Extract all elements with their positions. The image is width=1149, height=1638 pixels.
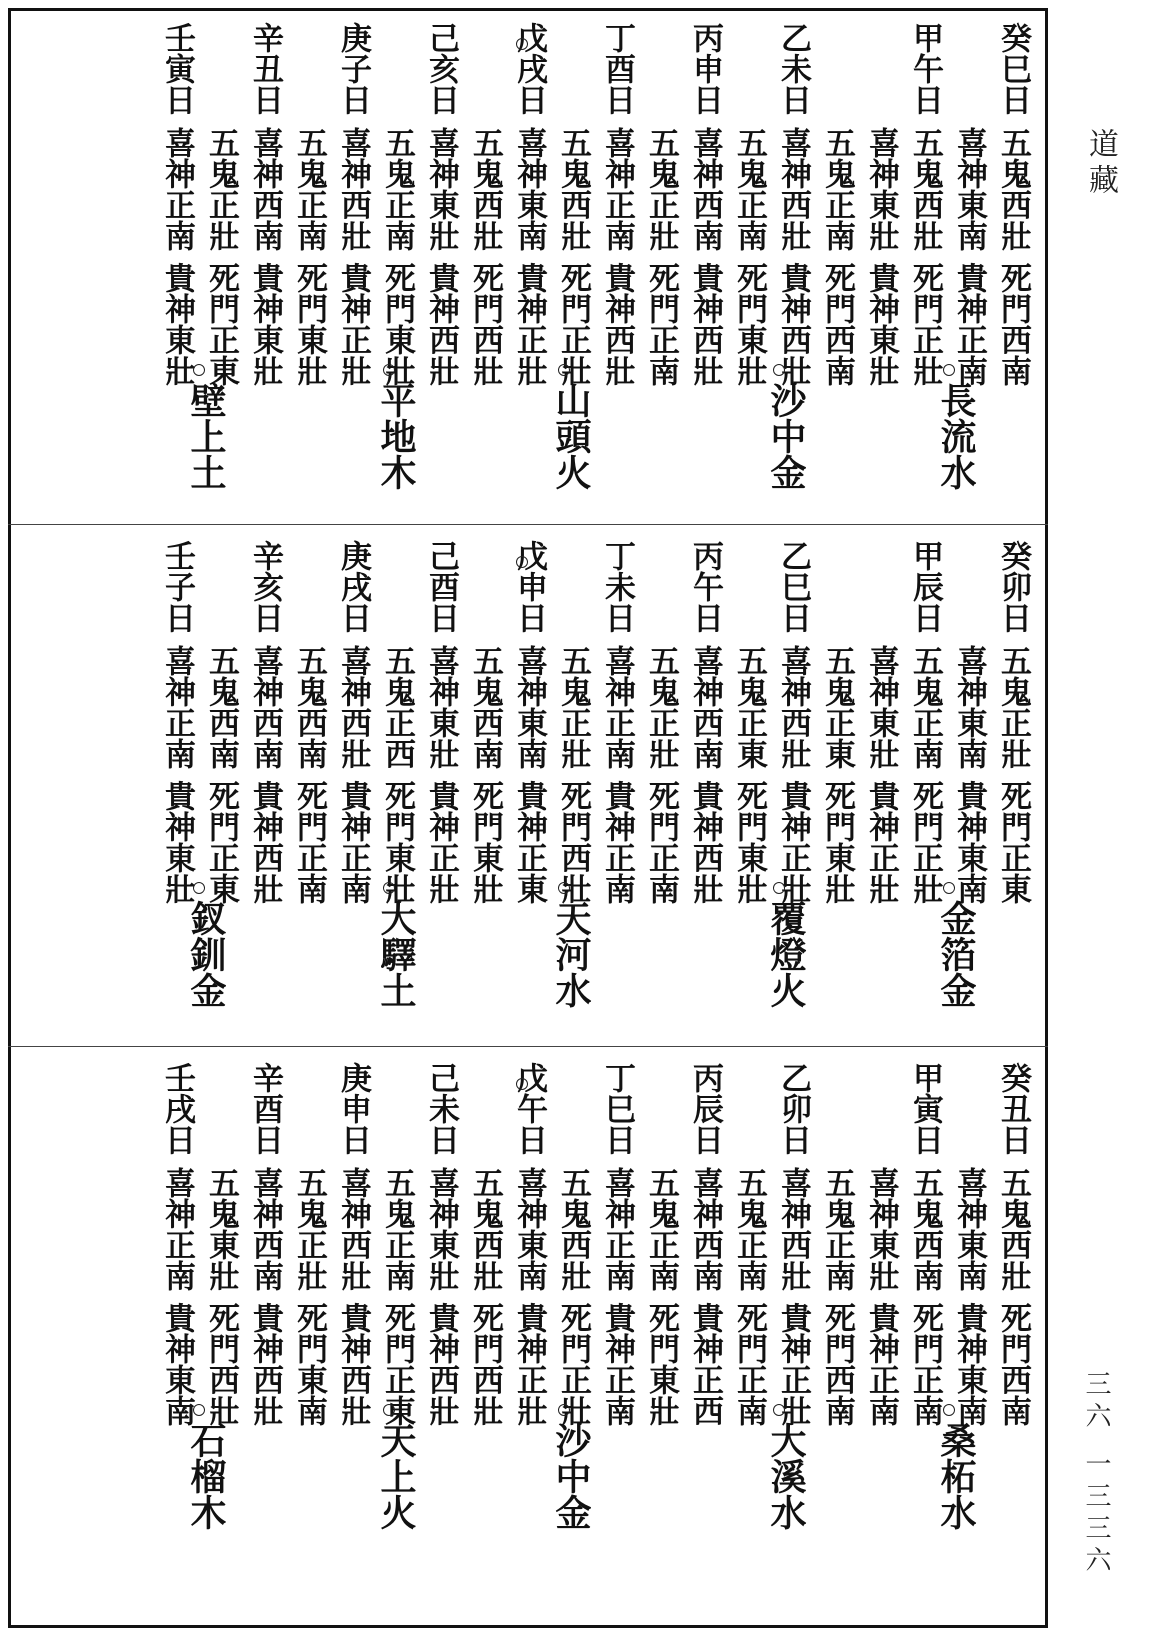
- direction-line-2: 貴神正壯: [775, 780, 811, 904]
- direction-line-2: 貴神西壯: [687, 780, 723, 904]
- day-column: [813, 530, 861, 1040]
- day-label: 癸巳日: [995, 22, 1031, 115]
- direction-line-2: 貴神正南: [863, 1302, 899, 1426]
- day-column: [241, 1052, 289, 1562]
- direction-line-2: 貴神正西: [687, 1302, 723, 1426]
- direction-line-2: 貴神西壯: [423, 262, 459, 386]
- direction-line-2: 死門正東: [379, 1302, 415, 1426]
- direction-line-2: 貴神正南: [951, 262, 987, 386]
- direction-line-2: 貴神西壯: [247, 780, 283, 904]
- direction-line-2: 死門正南: [907, 1302, 943, 1426]
- direction-line-2: 死門正南: [291, 780, 327, 904]
- direction-line-2: 貴神正壯: [775, 1302, 811, 1426]
- day-label: 戊午日: [511, 1062, 547, 1155]
- circle-marker-icon: [383, 882, 395, 894]
- section-3: [11, 1052, 1045, 1562]
- direction-line-2: 死門西南: [995, 262, 1031, 386]
- direction-line-1: 喜神西壯: [335, 1167, 371, 1291]
- direction-line-1: 喜神東壯: [863, 127, 899, 251]
- nayin-element: 沙中金: [765, 382, 807, 490]
- direction-line-1: 喜神東壯: [423, 645, 459, 769]
- day-column: [329, 1052, 377, 1562]
- direction-line-1: 五鬼西壯: [995, 1167, 1031, 1291]
- circle-marker-icon: [558, 882, 570, 894]
- circle-marker-icon: [516, 1078, 528, 1090]
- direction-line-1: 五鬼西壯: [995, 127, 1031, 251]
- nayin-element: 釵釧金: [185, 900, 227, 1008]
- circle-marker-icon: [773, 364, 785, 376]
- direction-line-2: 死門正壯: [555, 1302, 591, 1426]
- direction-line-2: 貴神西壯: [687, 262, 723, 386]
- direction-line-1: 喜神正南: [599, 127, 635, 251]
- day-column: [813, 1052, 861, 1562]
- day-column: [285, 12, 333, 522]
- direction-line-1: 五鬼正南: [379, 127, 415, 251]
- day-column: [417, 1052, 465, 1562]
- direction-line-1: 五鬼西南: [291, 645, 327, 769]
- day-label: 丙午日: [687, 540, 723, 633]
- section-divider-1: [8, 524, 1048, 525]
- direction-line-1: 五鬼正南: [819, 1167, 855, 1291]
- day-label: 辛亥日: [247, 540, 283, 633]
- circle-marker-icon: [943, 1404, 955, 1416]
- day-column: [989, 530, 1037, 1040]
- nayin-element: 山頭火: [550, 382, 592, 490]
- circle-marker-icon: [558, 1404, 570, 1416]
- direction-line-1: 喜神西南: [687, 127, 723, 251]
- nayin-element: 大溪水: [765, 1422, 807, 1530]
- nayin-element: 石榴木: [185, 1422, 227, 1530]
- day-column: [637, 1052, 685, 1562]
- direction-line-1: 五鬼西南: [467, 645, 503, 769]
- day-label: 壬寅日: [159, 22, 195, 115]
- day-label: 癸丑日: [995, 1062, 1031, 1155]
- direction-line-1: 五鬼正南: [643, 1167, 679, 1291]
- direction-line-1: 喜神西南: [247, 1167, 283, 1291]
- direction-line-1: 五鬼正南: [907, 645, 943, 769]
- day-column: [461, 530, 509, 1040]
- direction-line-1: 五鬼正東: [731, 645, 767, 769]
- direction-line-2: 貴神西壯: [335, 1302, 371, 1426]
- day-label: 庚戌日: [335, 540, 371, 633]
- day-column: [593, 12, 641, 522]
- nayin-element: 平地木: [375, 382, 417, 490]
- nayin-element: 沙中金: [550, 1422, 592, 1530]
- direction-line-2: 貴神東南: [159, 1302, 195, 1426]
- direction-line-1: 五鬼正東: [819, 645, 855, 769]
- direction-line-1: 喜神西壯: [775, 1167, 811, 1291]
- direction-line-1: 喜神東壯: [863, 645, 899, 769]
- direction-line-2: 死門東壯: [291, 262, 327, 386]
- day-column: [241, 12, 289, 522]
- direction-line-1: 喜神西南: [687, 1167, 723, 1291]
- direction-line-2: 死門東壯: [643, 1302, 679, 1426]
- direction-line-1: 喜神東壯: [863, 1167, 899, 1291]
- direction-line-1: 喜神東南: [951, 1167, 987, 1291]
- day-column: [241, 530, 289, 1040]
- day-label: 丙辰日: [687, 1062, 723, 1155]
- circle-marker-icon: [193, 364, 205, 376]
- direction-line-2: 貴神正南: [599, 780, 635, 904]
- direction-line-1: 喜神正南: [159, 1167, 195, 1291]
- day-column: [989, 1052, 1037, 1562]
- direction-line-1: 喜神西壯: [335, 645, 371, 769]
- margin-page-number-2: 一三三六: [1081, 1450, 1111, 1578]
- direction-line-1: 喜神正南: [159, 645, 195, 769]
- circle-marker-icon: [943, 364, 955, 376]
- section-1: [11, 12, 1045, 522]
- direction-line-2: 死門正壯: [907, 262, 943, 386]
- direction-line-2: 貴神東壯: [863, 262, 899, 386]
- nayin-element: 金箔金: [935, 900, 977, 1008]
- day-label: 辛丑日: [247, 22, 283, 115]
- direction-line-1: 喜神正南: [599, 645, 635, 769]
- day-column: [681, 530, 729, 1040]
- direction-line-1: 喜神正南: [599, 1167, 635, 1291]
- direction-line-1: 五鬼正壯: [203, 127, 239, 251]
- direction-line-1: 喜神西南: [247, 645, 283, 769]
- circle-marker-icon: [193, 1404, 205, 1416]
- direction-line-2: 貴神東南: [951, 1302, 987, 1426]
- circle-marker-icon: [516, 556, 528, 568]
- direction-line-2: 貴神西壯: [775, 262, 811, 386]
- direction-line-2: 死門東壯: [379, 262, 415, 386]
- section-2: [11, 530, 1045, 1040]
- day-label: 丁巳日: [599, 1062, 635, 1155]
- direction-line-2: 死門西壯: [467, 1302, 503, 1426]
- day-label: 戊戌日: [511, 22, 547, 115]
- day-column: [417, 530, 465, 1040]
- circle-marker-icon: [193, 882, 205, 894]
- direction-line-2: 死門東壯: [379, 780, 415, 904]
- direction-line-1: 五鬼正壯: [995, 645, 1031, 769]
- circle-marker-icon: [558, 364, 570, 376]
- direction-line-2: 貴神東南: [951, 780, 987, 904]
- day-label: 丙申日: [687, 22, 723, 115]
- day-column: [857, 1052, 905, 1562]
- direction-line-2: 死門東壯: [467, 780, 503, 904]
- direction-line-1: 喜神東南: [951, 127, 987, 251]
- direction-line-2: 貴神西壯: [247, 1302, 283, 1426]
- circle-marker-icon: [773, 882, 785, 894]
- direction-line-1: 五鬼西壯: [467, 1167, 503, 1291]
- direction-line-1: 喜神西壯: [775, 127, 811, 251]
- direction-line-1: 五鬼東壯: [203, 1167, 239, 1291]
- day-column: [593, 1052, 641, 1562]
- circle-marker-icon: [383, 364, 395, 376]
- day-label: 癸卯日: [995, 540, 1031, 633]
- direction-line-2: 死門西南: [819, 262, 855, 386]
- day-label: 甲辰日: [907, 540, 943, 633]
- direction-line-2: 死門正南: [731, 1302, 767, 1426]
- direction-line-1: 喜神正南: [159, 127, 195, 251]
- direction-line-2: 死門東壯: [819, 780, 855, 904]
- direction-line-1: 喜神東壯: [423, 1167, 459, 1291]
- direction-line-2: 死門正壯: [907, 780, 943, 904]
- direction-line-1: 五鬼正南: [819, 127, 855, 251]
- direction-line-2: 貴神東壯: [159, 262, 195, 386]
- day-column: [857, 530, 905, 1040]
- direction-line-1: 五鬼正壯: [643, 645, 679, 769]
- direction-line-2: 貴神東壯: [159, 780, 195, 904]
- direction-line-2: 貴神正東: [511, 780, 547, 904]
- day-label: 乙巳日: [775, 540, 811, 633]
- direction-line-2: 貴神東壯: [247, 262, 283, 386]
- direction-line-1: 五鬼西壯: [555, 127, 591, 251]
- circle-marker-icon: [943, 882, 955, 894]
- day-column: [329, 530, 377, 1040]
- day-label: 壬子日: [159, 540, 195, 633]
- day-column: [285, 530, 333, 1040]
- direction-line-1: 喜神西南: [687, 645, 723, 769]
- day-label: 丁酉日: [599, 22, 635, 115]
- direction-line-2: 貴神正壯: [863, 780, 899, 904]
- day-label: 己未日: [423, 1062, 459, 1155]
- direction-line-1: 五鬼西南: [907, 1167, 943, 1291]
- nayin-element: 桑柘水: [935, 1422, 977, 1530]
- direction-line-2: 死門正南: [643, 780, 679, 904]
- direction-line-2: 死門正東: [203, 780, 239, 904]
- day-column: [857, 12, 905, 522]
- direction-line-1: 喜神東南: [511, 645, 547, 769]
- nayin-element: 天上火: [375, 1422, 417, 1530]
- direction-line-2: 貴神正南: [599, 1302, 635, 1426]
- direction-line-2: 貴神正壯: [511, 1302, 547, 1426]
- direction-line-2: 貴神西壯: [599, 262, 635, 386]
- direction-line-2: 貴神正壯: [423, 780, 459, 904]
- direction-line-2: 死門東壯: [731, 262, 767, 386]
- direction-line-1: 喜神西壯: [335, 127, 371, 251]
- direction-line-2: 死門東壯: [731, 780, 767, 904]
- day-label: 丁未日: [599, 540, 635, 633]
- direction-line-2: 貴神西壯: [423, 1302, 459, 1426]
- direction-line-2: 死門西南: [819, 1302, 855, 1426]
- nayin-element: 天河水: [550, 900, 592, 1008]
- circle-marker-icon: [516, 38, 528, 50]
- day-label: 庚申日: [335, 1062, 371, 1155]
- day-column: [813, 12, 861, 522]
- direction-line-1: 喜神東南: [511, 127, 547, 251]
- day-column: [461, 12, 509, 522]
- direction-line-2: 死門西壯: [467, 262, 503, 386]
- nayin-element: 壁上土: [185, 382, 227, 490]
- direction-line-2: 貴神正南: [335, 780, 371, 904]
- direction-line-1: 五鬼正壯: [291, 1167, 327, 1291]
- margin-title: 道藏: [1083, 128, 1118, 200]
- day-column: [681, 1052, 729, 1562]
- direction-line-1: 五鬼正南: [379, 1167, 415, 1291]
- day-column: [593, 530, 641, 1040]
- direction-line-1: 五鬼西南: [203, 645, 239, 769]
- day-column: [461, 1052, 509, 1562]
- day-label: 壬戌日: [159, 1062, 195, 1155]
- direction-line-2: 貴神正壯: [335, 262, 371, 386]
- day-label: 己亥日: [423, 22, 459, 115]
- direction-line-1: 五鬼西壯: [467, 127, 503, 251]
- direction-line-2: 死門西南: [995, 1302, 1031, 1426]
- day-column: [681, 12, 729, 522]
- nayin-element: 大驛土: [375, 900, 417, 1008]
- direction-line-2: 死門正南: [643, 262, 679, 386]
- day-label: 乙卯日: [775, 1062, 811, 1155]
- direction-line-2: 死門正壯: [555, 262, 591, 386]
- direction-line-1: 喜神西壯: [775, 645, 811, 769]
- direction-line-1: 五鬼西壯: [555, 1167, 591, 1291]
- circle-marker-icon: [383, 1404, 395, 1416]
- direction-line-1: 喜神東南: [951, 645, 987, 769]
- direction-line-2: 死門正東: [203, 262, 239, 386]
- day-column: [329, 12, 377, 522]
- day-column: [637, 12, 685, 522]
- direction-line-1: 五鬼正南: [731, 127, 767, 251]
- section-divider-2: [8, 1046, 1048, 1047]
- day-label: 己酉日: [423, 540, 459, 633]
- day-label: 甲午日: [907, 22, 943, 115]
- direction-line-1: 五鬼正西: [379, 645, 415, 769]
- direction-line-1: 喜神西南: [247, 127, 283, 251]
- circle-marker-icon: [773, 1404, 785, 1416]
- day-label: 辛酉日: [247, 1062, 283, 1155]
- day-column: [417, 12, 465, 522]
- day-label: 乙未日: [775, 22, 811, 115]
- direction-line-1: 五鬼正南: [291, 127, 327, 251]
- direction-line-1: 五鬼正壯: [643, 127, 679, 251]
- nayin-element: 覆燈火: [765, 900, 807, 1008]
- direction-line-1: 喜神東南: [511, 1167, 547, 1291]
- margin-page-number-1: 三六: [1081, 1370, 1111, 1434]
- day-label: 戊申日: [511, 540, 547, 633]
- day-label: 甲寅日: [907, 1062, 943, 1155]
- direction-line-2: 死門正東: [995, 780, 1031, 904]
- direction-line-2: 死門東南: [291, 1302, 327, 1426]
- day-column: [285, 1052, 333, 1562]
- direction-line-1: 五鬼西壯: [907, 127, 943, 251]
- direction-line-1: 喜神東壯: [423, 127, 459, 251]
- day-column: [989, 12, 1037, 522]
- direction-line-2: 貴神正壯: [511, 262, 547, 386]
- direction-line-1: 五鬼正南: [731, 1167, 767, 1291]
- day-label: 庚子日: [335, 22, 371, 115]
- direction-line-2: 死門西壯: [555, 780, 591, 904]
- day-column: [637, 530, 685, 1040]
- direction-line-1: 五鬼正壯: [555, 645, 591, 769]
- direction-line-2: 死門西壯: [203, 1302, 239, 1426]
- nayin-element: 長流水: [935, 382, 977, 490]
